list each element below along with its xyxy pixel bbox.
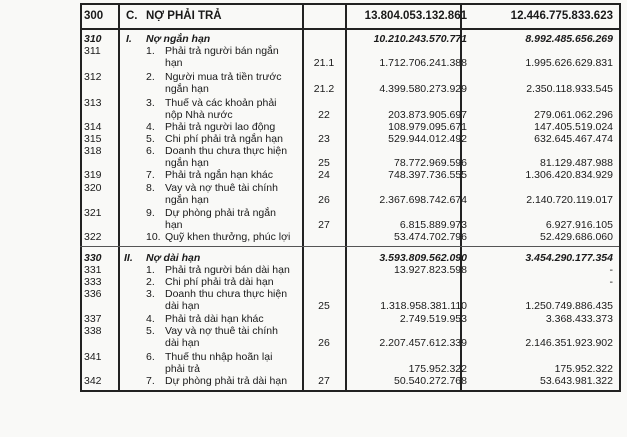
row-current: 13.927.823.598 xyxy=(394,264,467,276)
row-label: Thuế thu nhập hoãn lại xyxy=(165,351,273,363)
row-label-cont: phải trả xyxy=(165,363,201,375)
row-label-cont: ngắn hạn xyxy=(165,83,209,95)
row-current: 2.367.698.742.674 xyxy=(379,194,467,206)
row-number: 3. xyxy=(146,97,155,109)
row-label: Vay và nợ thuê tài chính xyxy=(165,182,278,194)
row-note: 23 xyxy=(318,133,330,145)
row-prior: 175.952.322 xyxy=(554,363,613,375)
row-number: 5. xyxy=(146,133,155,145)
row-label-cont: nộp Nhà nước xyxy=(165,109,233,121)
row-label: Dự phòng phải trả dài hạn xyxy=(165,375,288,387)
row-current: 53.474.702.796 xyxy=(394,231,467,243)
row-prior: 1.995.626.629.831 xyxy=(525,57,613,69)
row-note: 27 xyxy=(318,375,330,387)
row-label: Chi phí phải trả ngắn hạn xyxy=(165,133,283,145)
row-current: 1.712.706.241.388 xyxy=(379,57,467,69)
row-current: 748.397.736.555 xyxy=(388,169,467,181)
row-code: 338 xyxy=(84,325,102,337)
row-code: 314 xyxy=(84,121,102,133)
row-current: 50.540.272.768 xyxy=(394,375,467,387)
row-label: Chi phí phải trả dài hạn xyxy=(165,276,274,288)
row-code: 331 xyxy=(84,264,102,276)
row-current: 108.979.095.671 xyxy=(388,121,467,133)
row-number: 8. xyxy=(146,182,155,194)
row-prior: 632.645.467.474 xyxy=(534,133,613,145)
row-code: 337 xyxy=(84,313,102,325)
row-prior: 1.306.420.834.929 xyxy=(525,169,613,181)
long-term-prior-total: 3.454.290.177.354 xyxy=(525,252,613,264)
section-current-total: 13.804.053.132.861 xyxy=(364,10,467,22)
row-label-cont: ngắn hạn xyxy=(165,157,209,169)
row-prior: 2.140.720.119.017 xyxy=(526,194,613,206)
header-rule xyxy=(80,28,620,30)
row-label: Quỹ khen thưởng, phúc lợi xyxy=(165,231,291,243)
row-label-cont: dài hạn xyxy=(165,337,200,349)
row-label: Dự phòng phải trả ngắn xyxy=(165,207,276,219)
row-label-cont: hạn xyxy=(165,219,183,231)
row-label: Phải trả người bán dài hạn xyxy=(165,264,290,276)
row-prior: 81.129.487.988 xyxy=(540,157,613,169)
row-current: 529.944.012.492 xyxy=(388,133,467,145)
row-number: 6. xyxy=(146,351,155,363)
row-prior: - xyxy=(609,264,613,276)
row-current: 203.873.905.697 xyxy=(388,109,467,121)
row-prior: 52.429.686.060 xyxy=(540,231,613,243)
long-term-code: 330 xyxy=(84,252,102,264)
row-code: 320 xyxy=(84,182,102,194)
row-note: 25 xyxy=(318,300,330,312)
row-number: 4. xyxy=(146,121,155,133)
row-current: 2.749.519.953 xyxy=(399,313,467,325)
note-column-divider xyxy=(345,3,347,392)
row-code: 336 xyxy=(84,288,102,300)
row-note: 24 xyxy=(318,169,330,181)
short-term-current-total: 10.210.243.570.771 xyxy=(373,33,467,45)
row-label: Người mua trả tiền trước xyxy=(165,71,282,83)
row-number: 9. xyxy=(146,207,155,219)
left-border xyxy=(80,3,82,392)
row-prior: 147.405.519.024 xyxy=(534,121,613,133)
row-note: 21.1 xyxy=(313,57,335,69)
row-current: 175.952.322 xyxy=(408,363,467,375)
table-top-rule xyxy=(80,3,620,5)
row-note: 26 xyxy=(318,337,330,349)
row-label: Phải trả ngắn hạn khác xyxy=(165,169,273,181)
row-code: 313 xyxy=(84,97,102,109)
row-number: 10. xyxy=(146,231,161,243)
row-code: 341 xyxy=(84,351,102,363)
row-number: 1. xyxy=(146,45,155,57)
row-number: 5. xyxy=(146,325,155,337)
row-number: 7. xyxy=(146,375,155,387)
section-letter: C. xyxy=(126,10,138,22)
row-code: 311 xyxy=(84,45,101,57)
row-note: 21.2 xyxy=(313,83,335,95)
row-label: Doanh thu chưa thực hiện xyxy=(165,288,288,300)
row-prior: 2.146.351.923.902 xyxy=(525,337,613,349)
row-current: 2.207.457.612.339 xyxy=(379,337,467,349)
row-number: 6. xyxy=(146,145,155,157)
row-current: 78.772.969.596 xyxy=(394,157,467,169)
code-column-divider xyxy=(118,3,120,392)
row-code: 318 xyxy=(84,145,102,157)
row-number: 3. xyxy=(146,288,155,300)
long-term-title: Nợ dài hạn xyxy=(146,252,201,264)
long-term-roman: II. xyxy=(124,252,133,264)
row-code: 333 xyxy=(84,276,102,288)
row-prior: 279.061.062.296 xyxy=(534,109,613,121)
row-number: 7. xyxy=(146,169,155,181)
row-prior: - xyxy=(609,276,613,288)
row-label-cont: ngắn hạn xyxy=(165,194,209,206)
row-prior: 2.350.118.933.545 xyxy=(526,83,613,95)
row-label: Thuế và các khoản phải xyxy=(165,97,277,109)
row-code: 322 xyxy=(84,231,102,243)
row-current: 1.318.958.381.110 xyxy=(380,300,467,312)
row-prior: 1.250.749.886.435 xyxy=(525,300,613,312)
row-code: 319 xyxy=(84,169,102,181)
row-current: 6.815.889.973 xyxy=(399,219,467,231)
section-prior-total: 12.446.775.833.623 xyxy=(510,10,613,22)
section-divider xyxy=(80,246,619,247)
section-title: NỢ PHẢI TRẢ xyxy=(146,10,222,22)
row-code: 315 xyxy=(84,133,102,145)
short-term-prior-total: 8.992.485.656.269 xyxy=(525,33,613,45)
section-code: 300 xyxy=(84,10,104,22)
row-number: 1. xyxy=(146,264,155,276)
row-prior: 3.368.433.373 xyxy=(545,313,613,325)
row-note: 25 xyxy=(318,157,330,169)
row-code: 321 xyxy=(84,207,102,219)
row-prior: 6.927.916.105 xyxy=(545,219,613,231)
right-border xyxy=(619,3,621,392)
row-code: 342 xyxy=(84,375,102,387)
row-label-cont: hạn xyxy=(165,57,183,69)
short-term-title: Nợ ngắn hạn xyxy=(146,33,211,45)
row-label-cont: dài hạn xyxy=(165,300,200,312)
table-bottom-rule xyxy=(80,390,620,392)
row-label: Doanh thu chưa thực hiện xyxy=(165,145,288,157)
row-number: 2. xyxy=(146,71,155,83)
row-prior: 53.643.981.322 xyxy=(540,375,613,387)
row-note: 22 xyxy=(318,109,330,121)
row-code: 312 xyxy=(84,71,102,83)
short-term-roman: I. xyxy=(126,33,132,45)
row-note: 27 xyxy=(318,219,330,231)
long-term-current-total: 3.593.809.562.090 xyxy=(379,252,467,264)
row-label: Vay và nợ thuê tài chính xyxy=(165,325,278,337)
row-number: 2. xyxy=(146,276,155,288)
row-label: Phải trả người lao động xyxy=(165,121,276,133)
row-current: 4.399.580.273.929 xyxy=(379,83,467,95)
row-label: Phải trả dài hạn khác xyxy=(165,313,264,325)
short-term-code: 310 xyxy=(84,33,102,45)
row-label: Phải trả người bán ngắn xyxy=(165,45,279,57)
row-note: 26 xyxy=(318,194,330,206)
row-number: 4. xyxy=(146,313,155,325)
